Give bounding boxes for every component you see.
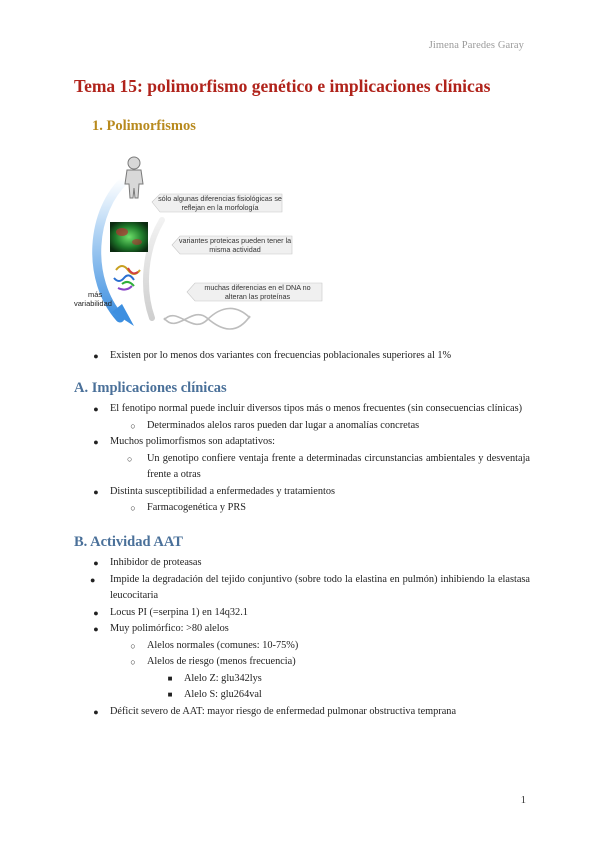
list-item-text: Impide la degradación del tejido conjuntivo (sobre todo la elastina en pulmón) inhibiendo la elastasa leucocitaria: [110, 573, 530, 601]
bullet-filled: ●: [93, 706, 99, 717]
bullet-filled: ●: [93, 351, 99, 361]
list-item: [130, 638, 530, 655]
list-item-text: Alelos de riesgo (menos frecuencia): [147, 656, 296, 667]
grey-curve: [146, 220, 162, 318]
person-figure: [125, 157, 143, 198]
cells-image: [110, 222, 148, 252]
protein-structure: [114, 266, 140, 290]
list-item-text: Alelos normales (comunes: 10-75%): [147, 639, 299, 651]
callout-protein-variants: variantes proteicas pueden tener la misma actividad: [178, 236, 292, 254]
list-item: [167, 671, 524, 688]
bullet-filled: ●: [93, 404, 99, 414]
list-item: [90, 572, 530, 605]
list-item-text: Existen por lo menos dos variantes con frecuencias poblacionales superiores al 1%: [110, 350, 452, 361]
bullet-square: ■: [167, 673, 173, 683]
bullet-filled: ●: [93, 558, 99, 568]
bullet-hollow: ○: [130, 657, 136, 667]
list-item: [93, 401, 530, 418]
section-polimorfismos-heading: 1. Polimorfismos: [92, 118, 196, 134]
bullet-filled: ●: [93, 607, 99, 618]
list-item-text: Determinados alelos raros pueden dar lugar a anomalías concretas: [147, 419, 420, 431]
bullet-filled: ●: [90, 574, 96, 585]
list-item: [167, 687, 524, 704]
bullet-hollow: ○: [127, 453, 133, 464]
list-item: [130, 500, 530, 517]
list-item: [93, 484, 530, 501]
page-title: Tema 15: polimorfismo genético e implicaciones clínicas: [74, 76, 491, 96]
section-actividad-aat-heading: B. Actividad AAT: [74, 534, 183, 550]
page-number: 1: [520, 795, 526, 806]
list-item: [93, 605, 530, 622]
author-header: Jimena Paredes Garay: [428, 40, 524, 51]
list-item: [93, 555, 530, 572]
polymorphism-figure: [72, 150, 332, 340]
dna-helix: [164, 308, 250, 329]
bullet-hollow: ○: [130, 503, 136, 513]
sectionB-list: [0, 555, 600, 720]
bullet-hollow: ○: [130, 420, 136, 431]
section-implicaciones-heading: A. Implicaciones clínicas: [74, 380, 227, 396]
list-item: [93, 348, 530, 365]
list-item: [127, 451, 530, 484]
bullet-square: ■: [167, 690, 173, 699]
list-item-text: Alelo Z: glu342lys: [184, 672, 262, 684]
list-item-text: El fenotipo normal puede incluir diversos tipos más o menos frecuentes (sin consecuencias clínicas): [110, 403, 523, 414]
side-label-more: más: [88, 290, 103, 299]
bullet-hollow: ○: [130, 640, 136, 651]
list-item: [93, 434, 530, 451]
list-item-text: Déficit severo de AAT: mayor riesgo de enfermedad pulmonar obstructiva temprana: [110, 705, 457, 717]
list-item-text: Distinta susceptibilidad a enfermedades y tratamientos: [110, 485, 336, 497]
list-item-text: Alelo S: glu264val: [184, 689, 262, 700]
list-item: [93, 621, 530, 638]
sectionA-list: [0, 401, 600, 517]
list-item-text: Farmacogenética y PRS: [147, 502, 246, 513]
list-item: [93, 704, 530, 721]
list-item-text: Muchos polimorfismos son adaptativos:: [110, 436, 276, 447]
list-item-text: Locus PI (=serpina 1) en 14q32.1: [110, 606, 248, 618]
callout-morphology: sólo algunas diferencias fisiológicas se reflejan en la morfología: [158, 194, 282, 212]
list-item-text: Un genotipo confiere ventaja frente a determinadas circunstancias ambientales y desventaja frente a otras: [147, 452, 530, 480]
list-item-text: Inhibidor de proteasas: [110, 557, 202, 568]
list-item-text: Muy polimórfico: >80 alelos: [110, 623, 229, 634]
bullet-filled: ●: [93, 624, 99, 634]
section1-list: [0, 348, 600, 365]
list-item: [130, 654, 530, 671]
side-label-variability: variabilidad: [74, 299, 112, 308]
bullet-filled: ●: [93, 486, 99, 497]
list-item: [130, 418, 530, 435]
callout-dna-differences: muchas diferencias en el DNA no alteran las proteínas: [204, 283, 311, 301]
bullet-filled: ●: [93, 437, 99, 447]
